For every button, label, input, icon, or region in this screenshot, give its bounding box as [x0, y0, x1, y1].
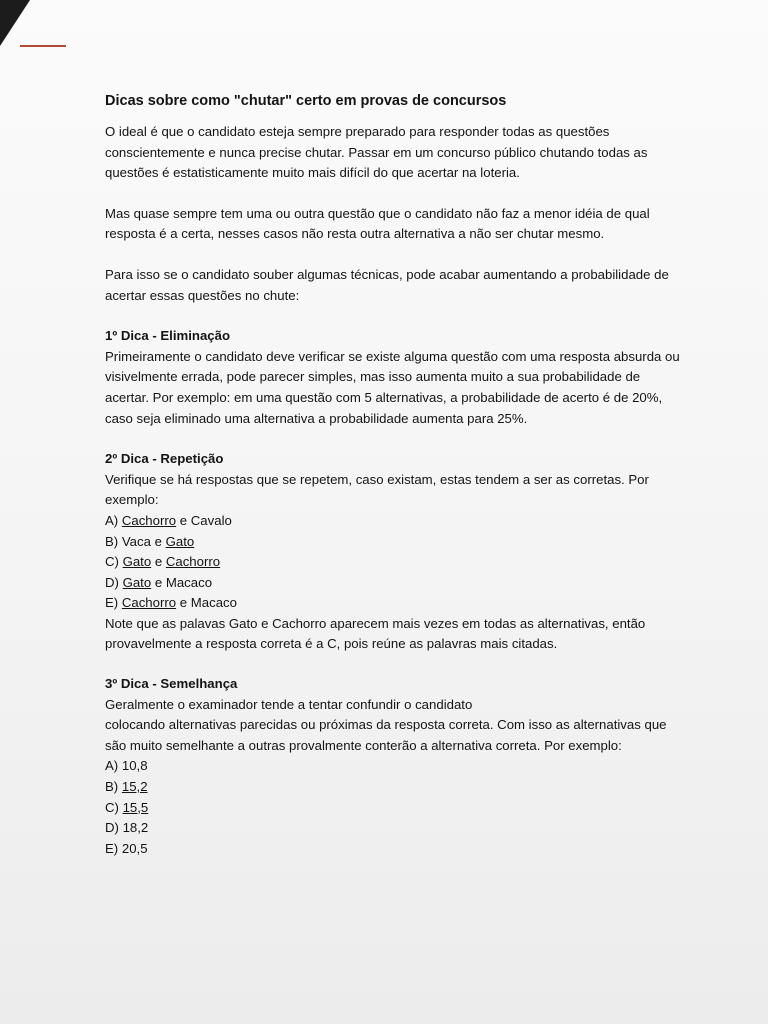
dica-3-option-c: C) 15,5 [105, 799, 149, 815]
document-body [105, 91, 685, 859]
section-dica-3 [105, 674, 685, 859]
dica-3-option-b: B) 15,2 [105, 779, 148, 795]
section-dica-2 [105, 449, 685, 655]
dica-2-text: Verifique se há respostas que se repetem, caso existam, estas tendem a ser as corretas. Por exemplo: [105, 471, 649, 508]
dica-2-title: 2º Dica - Repetição [105, 451, 224, 467]
dica-2-option-e: E) Cachorro e Macaco [105, 595, 237, 611]
dica-2-option-a: A) Cachorro e Cavalo [105, 512, 232, 528]
dica-3-text-line-2: colocando alternativas parecidas ou próximas da resposta correta. Com isso as alternativas que são muito semelhante a outras provalmente conterão a alternativa correta. Por exemplo: [105, 717, 667, 753]
section-dica-1 [105, 326, 685, 429]
dica-3-text-line-1: Geralmente o examinador tende a tentar confundir o candidato [105, 696, 473, 712]
intro-paragraph-3: Para isso se o candidato souber algumas técnicas, pode acabar aumentando a probabilidade de acertar essas questões no chute: [105, 266, 669, 303]
dica-3-option-a: A) 10,8 [105, 758, 148, 774]
corner-pen-mark [20, 45, 66, 47]
dica-1-text: Primeiramente o candidato deve verificar se existe alguma questão com uma resposta absurda ou visivelmente errada, pode parecer simples, mas isso aumenta muito a sua probabilidade de acertar. Por exemplo: em uma questão com 5 alternativas, a probabilidade de acerto é de 20%, caso seja eliminado uma alternativa a probabilidade aumenta para 25%. [105, 348, 680, 426]
dica-3-title: 3º Dica - Semelhança [105, 676, 238, 692]
page-corner-shadow [0, 0, 30, 46]
dica-3-option-d: D) 18,2 [105, 820, 149, 836]
dica-2-option-b: B) Vaca e Gato [105, 533, 195, 549]
intro-paragraph-2: Mas quase sempre tem uma ou outra questão que o candidato não faz a menor idéia de qual resposta é a certa, nesses casos não resta outra alternativa a não ser chutar mesmo. [105, 205, 650, 242]
intro-paragraph-1: O ideal é que o candidato esteja sempre preparado para responder todas as questões conscientemente e nunca precise chutar. Passar em um concurso público chutando todas as questões é estatisticamente muito mais difícil do que acertar na loteria. [105, 124, 648, 181]
dica-2-option-c: C) Gato e Cachorro [105, 554, 221, 570]
dica-2-note: Note que as palavas Gato e Cachorro aparecem mais vezes em todas as alternativas, então provavelmente a resposta correta é a C, pois reúne as palavras mais citadas. [105, 615, 646, 652]
dica-2-option-d: D) Gato e Macaco [105, 574, 213, 590]
document-title: Dicas sobre como "chutar" certo em provas de concursos [105, 93, 507, 109]
dica-1-title: 1º Dica - Eliminação [105, 328, 231, 344]
dica-3-option-e: E) 20,5 [105, 840, 148, 856]
